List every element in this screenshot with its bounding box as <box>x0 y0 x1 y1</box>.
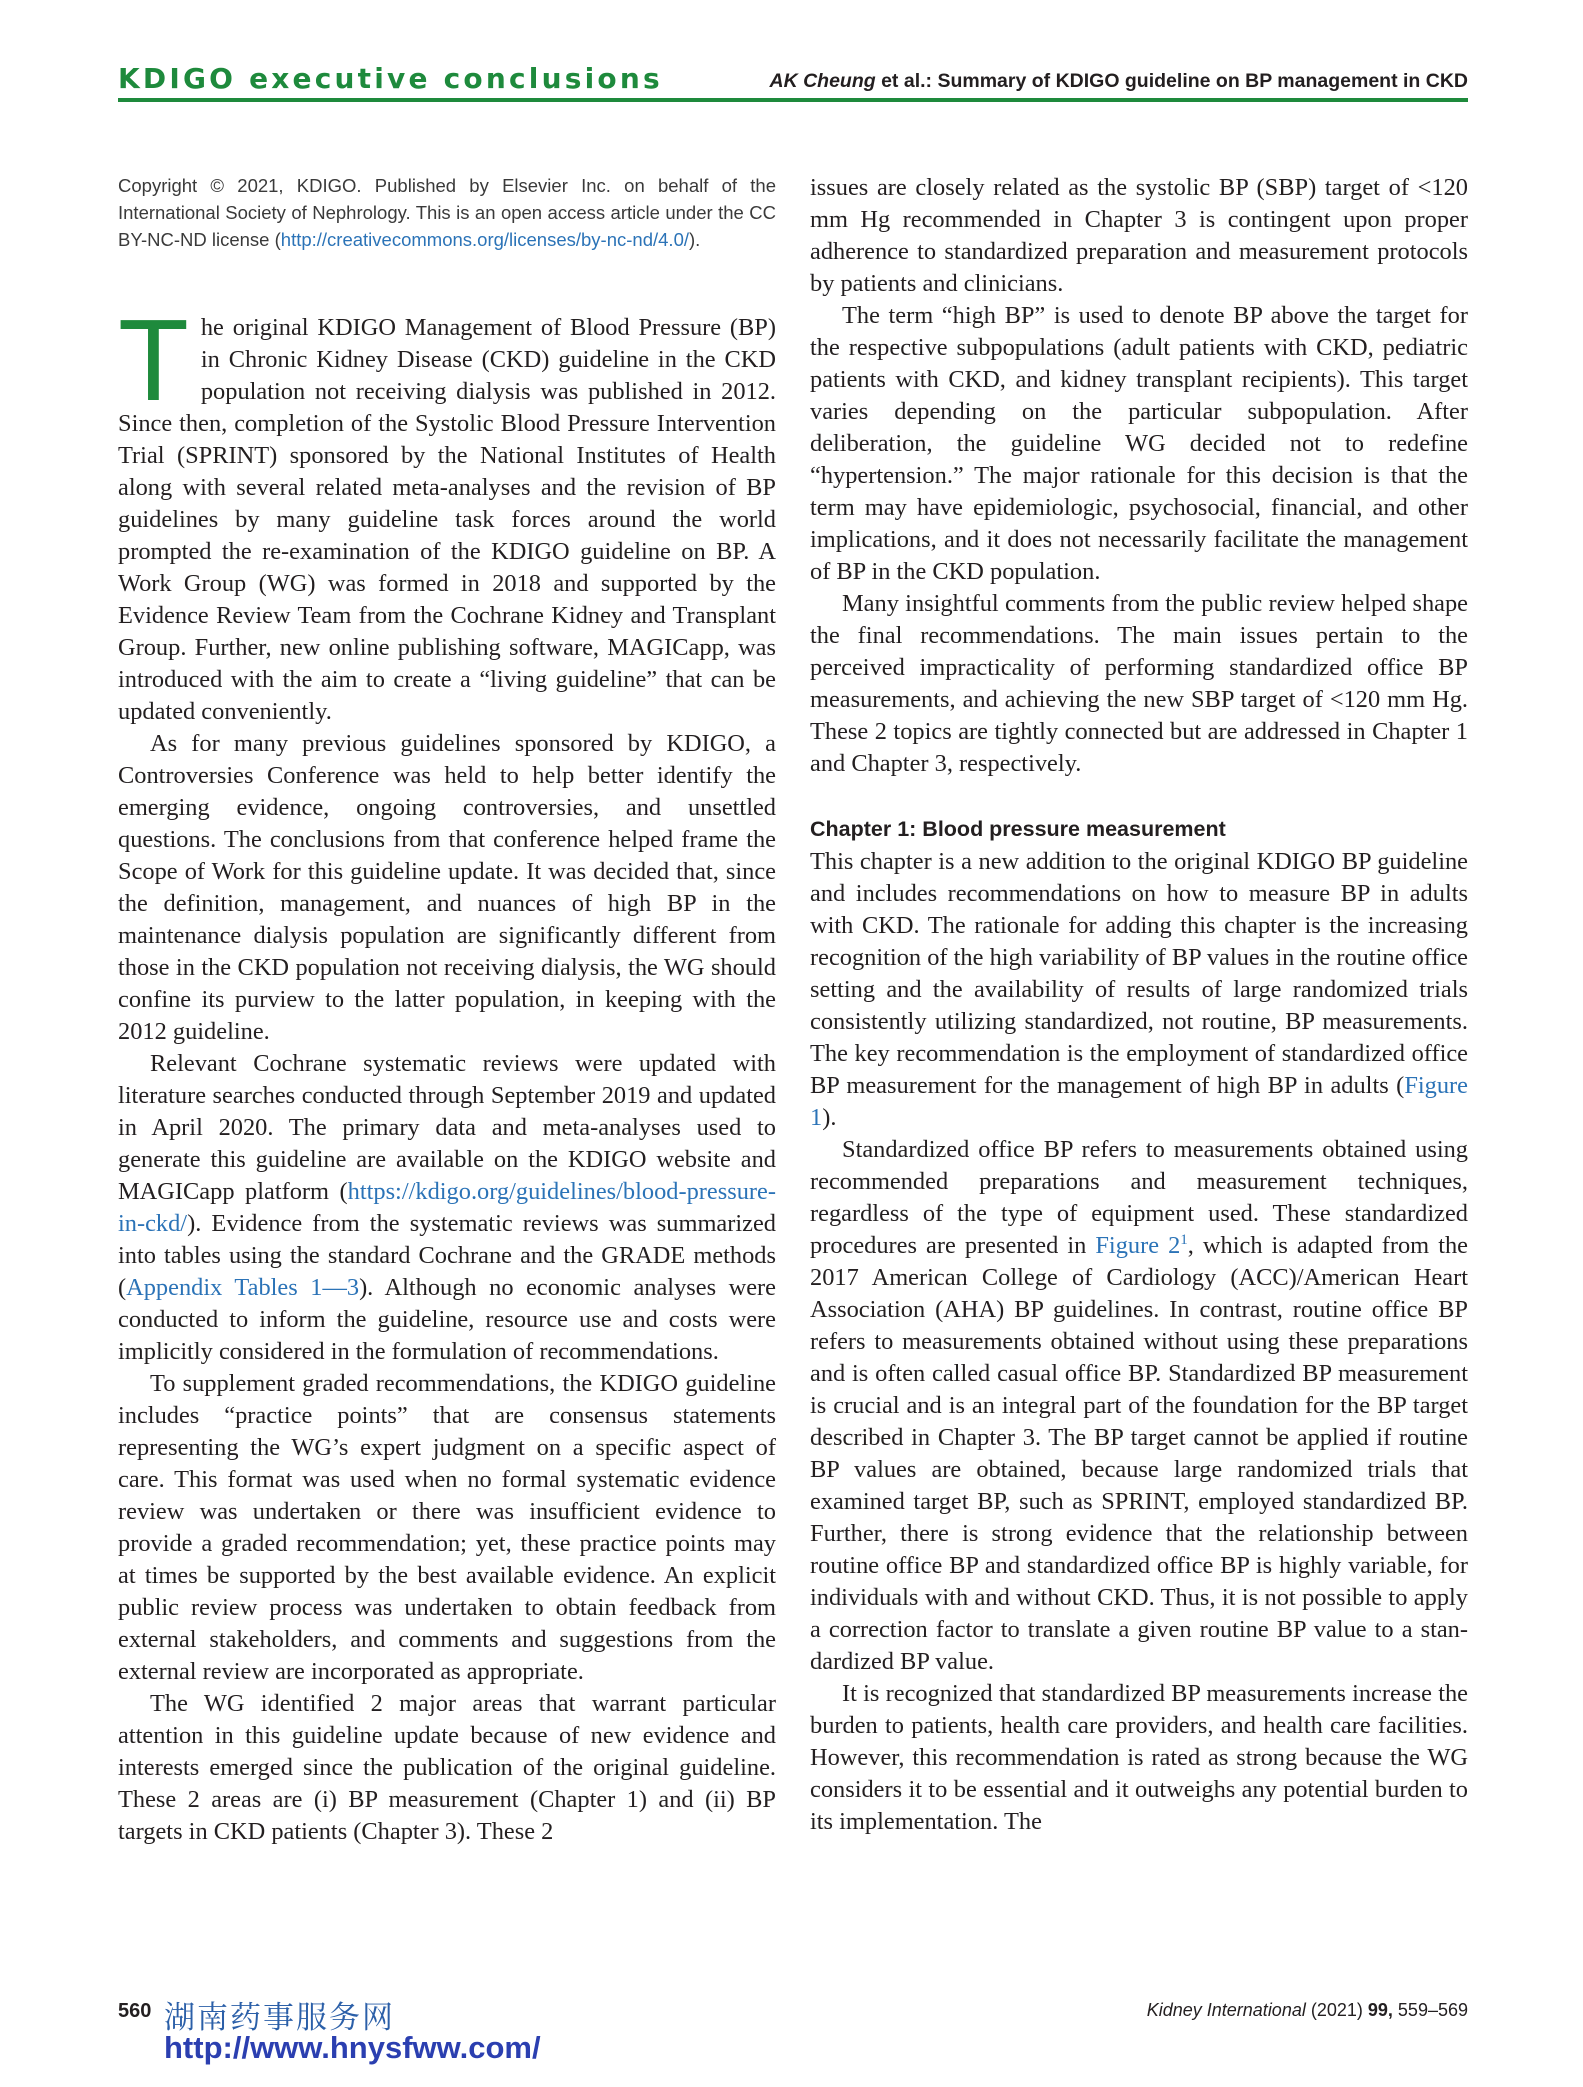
page-header <box>118 62 1468 96</box>
journal-pages: 559–569 <box>1392 2000 1468 2020</box>
figure-1-link[interactable]: Figure 1 <box>810 1072 1468 1131</box>
running-title: Summary of KDIGO guideline on BP management in CKD <box>932 70 1468 92</box>
journal-year: (2021) <box>1305 2000 1368 2020</box>
license-link[interactable]: http://creativecommons.org/licenses/by-nc-nd/4.0/ <box>280 229 689 250</box>
page-footer-left <box>118 1992 718 2072</box>
paragraph-text: ). Evidence from the systematic reviews was summarized into tables using the standard Cochrane and the GRADE methods ( <box>118 1210 776 1301</box>
section-label: KDIGO executive conclusions <box>118 62 663 95</box>
running-etal: et al.: <box>875 70 933 92</box>
paragraph <box>810 1134 1468 1678</box>
paragraph-text: ). <box>822 1104 837 1131</box>
paragraph-text: , which is adapted from the 2017 American College of Cardiology (ACC)/American Heart Association (AHA) BP guidelines. In contrast, routine office BP refers to measurements obtained without using these preparations and is often called casual office BP. Standardized BP measurement is crucial and is an integral part of the foundation for the BP target described in Chapter 3. The BP target cannot be applied if routine BP values are obtained, because large randomized trials that examined target BP, such as SPRINT, employed standardized BP. Further, there is strong evidence that the relationship between routine office BP and standardized office BP is highly variable, for individuals with and without CKD. Thus, it is not possible to apply a correction factor to translate a given routine BP value to a standardized BP value. <box>810 1232 1468 1675</box>
right-column <box>810 172 1468 1838</box>
copyright-text: Copyright © 2021, KDIGO. Published by Elsevier Inc. on behalf of the International Society of Nephrology. This is an open access article under the CC BY-NC-ND license ( <box>118 175 776 250</box>
copyright-notice <box>118 172 776 253</box>
left-column <box>118 172 776 1848</box>
paragraph-text: Relevant Cochrane systematic reviews were updated with literature searches conducted through September 2019 and updated in April 2020. The primary data and meta-analyses used to generate this guideline are available on the KDIGO website and MAGICapp platform ( <box>118 1050 776 1205</box>
paragraph-text: This chapter is a new addition to the original KDIGO BP guideline and includes recommendations on how to measure BP in adults with CKD. The rationale for adding this chapter is the increasing recognition of the high variability of BP values in the routine office setting and the availability of results of large randomized trials consistently utilizing standardized, not routine, BP measurements. The key recommendation is the employment of standardized office BP measurement for the management of high BP in adults ( <box>810 848 1468 1099</box>
figure-2-link[interactable]: Figure 2 <box>1095 1232 1181 1259</box>
kdigo-guideline-link[interactable]: https://kdigo.org/guidelines/blood-pressure-in-ckd/ <box>118 1178 776 1237</box>
paragraph-text: Standardized office BP refers to measurements obtained using recommended preparations and measurement techniques, regardless of the type of equipment used. These standardized procedures are presented in <box>810 1136 1468 1259</box>
journal-volume: 99, <box>1367 2000 1393 2020</box>
paragraph: The term “high BP” is used to denote BP above the target for the respective subpopulations (adult patients with CKD, pediatric patients with CKD, and kidney transplant recipients). This target varies depending on the particular subpopulation. After deliberation, the guideline WG decided not to redefine “hypertension.” The major rationale for this decision is that the term may have epidemiologic, psychosocial, financial, and other implications, and it does not necessarily facilitate the management of BP in the CKD population. <box>810 302 1468 585</box>
reference-1-link[interactable]: 1 <box>1180 1231 1188 1248</box>
drop-cap: T <box>118 295 189 425</box>
paragraph <box>118 1048 776 1368</box>
intro-text: he original KDIGO Management of Blood Pressure (BP) in Chronic Kidney Disease (CKD) guideline in the CKD population not receiving dialysis was published in 2012. Since then, completion of the Systolic Blood Pressure Intervention Trial (SPRINT) sponsored by the National Institutes of Health along with several related meta-analyses and the revision of BP guidelines by many guideline task forces around the world prompted the re-examination of the KDIGO guideline on BP. A Work Group (WG) was formed in 2018 and supported by the Evidence Review Team from the Cochrane Kidney and Transplant Group. Further, new online publishing software, MAGICapp, was introduced with the aim to create a “living guideline” that can be updated conveniently. <box>118 314 776 725</box>
appendix-tables-link[interactable]: Appendix Tables 1—3 <box>126 1274 360 1301</box>
paragraph <box>810 846 1468 1134</box>
copyright-end: ). <box>689 229 701 250</box>
page-number: 560 <box>118 2000 152 2022</box>
running-authors: AK Cheung <box>769 70 876 92</box>
paragraph: Many insightful comments from the public review helped shape the final recommendations. The main issues pertain to the perceived impracticality of performing standardized office BP measurements, and achieving the new SBP target of <120 mm Hg. These 2 topics are tightly connected but are addressed in Chapter 1 and Chapter 3, respectively. <box>810 590 1468 777</box>
intro-paragraph <box>118 295 776 728</box>
paragraph: issues are closely related as the systolic BP (SBP) target of <120 mm Hg recommended in Chapter 3 is contingent upon proper adherence to standardized preparation and measurement protocols by patients and clinicians. <box>810 174 1468 297</box>
chapter-heading: Chapter 1: Blood pressure measurement <box>810 817 1226 841</box>
paragraph: To supplement graded recommendations, the KDIGO guideline includes “practice points” that are consensus statements representing the WG’s expert judgment on a specific aspect of care. This format was used when no formal systematic evidence review was undertaken or there was insufficient evidence to provide a graded recommendation; yet, these practice points may at times be supported by the best available evidence. An explicit public review process was undertaken to obtain feedback from external stakeholders, and comments and suggestions from the external review are incorporated as appropriate. <box>118 1370 776 1685</box>
journal-citation <box>1147 2000 1468 2021</box>
running-head <box>770 70 1468 93</box>
paragraph: It is recognized that standardized BP measurements increase the burden to patients, health care providers, and health care facilities. However, this recommendation is rated as strong because the WG considers it to be essential and it outweighs any potential burden to its implementation. The <box>810 1680 1468 1835</box>
header-rule <box>118 98 1468 102</box>
watermark-url: http://www.hnysfww.com/ <box>164 2030 541 2065</box>
paragraph: The WG identified 2 major areas that warrant particular attention in this guideline update because of new evidence and interests emerged since the publication of the original guideline. These 2 areas are (i) BP measurement (Chapter 1) and (ii) BP targets in CKD patients (Chapter 3). These 2 <box>118 1690 776 1845</box>
paragraph-text: ). Although no economic analyses were conducted to inform the guideline, resource use and costs were implicitly considered in the formulation of recommendations. <box>118 1274 776 1365</box>
paragraph: As for many previous guidelines sponsored by KDIGO, a Controversies Conference was held to help better identify the emerging evidence, ongoing controversies, and unsettled questions. The conclusions from that conference helped frame the Scope of Work for this guideline update. It was decided that, since the definition, management, and nuances of high BP in the maintenance dialysis population are significantly different from those in the CKD population not receiving dialysis, the WG should confine its purview to the latter population, in keeping with the 2012 guideline. <box>118 730 776 1045</box>
journal-name: Kidney International <box>1146 2000 1306 2020</box>
watermark-site-name: 湖南药事服务网 <box>164 2000 395 2036</box>
